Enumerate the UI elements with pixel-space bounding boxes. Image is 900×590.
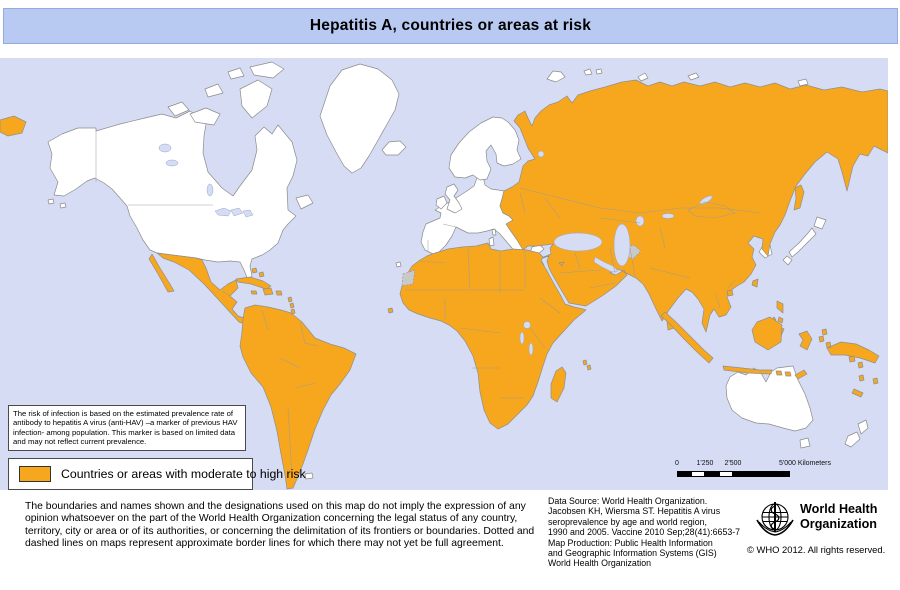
region-chukotka-west (0, 116, 26, 136)
legend-risk-swatch (19, 466, 51, 482)
region-indonesia-png (661, 312, 879, 379)
world-map (0, 58, 888, 490)
region-south-america (240, 305, 356, 489)
region-tasmania (800, 438, 810, 448)
region-falkland-islands (305, 473, 313, 479)
data-source-line: Data Source: World Health Organization. (548, 496, 708, 506)
who-logo-icon (753, 498, 797, 542)
lake-victoria (524, 322, 531, 329)
region-sakhalin (794, 185, 804, 210)
region-iceland (382, 141, 406, 155)
who-copyright: © WHO 2012. All rights reserved. (747, 544, 886, 555)
region-new-zealand (845, 420, 868, 447)
region-western-sahara-disputed (402, 270, 415, 286)
who-wordmark: World Health Organization (800, 502, 878, 531)
region-hainan (727, 290, 733, 296)
region-scandinavia (449, 117, 521, 180)
boundaries-disclaimer: The boundaries and names shown and the designations used on this map do not imply the expression of any opinion whatsoever on the part of the World Health Organization concerning the legal status of any country, territory, city or area or of its authorities, or concerning the delimitation of its frontiers or boundaries. Dotted and dashed lines on maps represent approximate border lines for which there may not yet be full agreement. (25, 501, 535, 550)
page-title: Hepatitis A, countries or areas at risk (309, 17, 592, 34)
map-note-box (8, 405, 246, 451)
lake-balkhash (662, 214, 674, 219)
lake-ladoga (538, 151, 544, 157)
great-bear-lake (159, 144, 171, 152)
great-slave-lake (166, 160, 178, 166)
aral-sea (636, 216, 644, 226)
data-source-block (548, 496, 758, 569)
lake-winnipeg (207, 184, 213, 196)
legend (8, 458, 306, 490)
lake-tanganyika (520, 332, 524, 344)
scale-tick-2500: 2'500 (724, 460, 742, 467)
lake-malawi (529, 343, 533, 355)
region-greenland (320, 64, 399, 173)
caspian-sea (614, 224, 630, 266)
region-madagascar (551, 360, 591, 402)
scale-tick-5000: 5'000 Kilometers (779, 460, 831, 467)
scale-bar (677, 471, 790, 477)
scale-segment (705, 471, 719, 477)
data-source-line: and Geographic Information Systems (GIS) (548, 548, 717, 559)
scale-tick-0: 0 (675, 460, 679, 467)
data-source-line: 1990 and 2005. Vaccine 2010 Sep;28(41):6653-7 (548, 527, 741, 538)
scale-segment (719, 471, 733, 477)
black-sea (554, 233, 602, 251)
region-taiwan (752, 279, 758, 287)
data-source-line: seroprevalence by age and world region, (548, 516, 707, 527)
data-source-line: Jacobsen KH, Wiersma ST. Hepatitis A virus (548, 506, 721, 517)
region-svalbard (547, 69, 602, 82)
region-aleutian-islands (48, 199, 66, 208)
map-note-text: The risk of infection is based on the estimated prevalence rate of antibody to hepatitis A virus (anti-HAV) –a marker of previous HAV infection- among population. This marker is based on limited data and may not reflect current prevalence. (13, 409, 238, 447)
region-cape-verde (388, 308, 393, 313)
scale-tick-1250: 1'250 (696, 460, 714, 467)
region-newfoundland (296, 195, 313, 209)
scale-segment (677, 471, 691, 477)
region-japan (783, 217, 826, 265)
scale-segment (691, 471, 705, 477)
data-source-line: Map Production: Public Health Information (548, 537, 713, 548)
title-bar (3, 8, 898, 44)
region-canary-islands (396, 262, 401, 267)
legend-risk-label: Countries or areas with moderate to high risk (61, 467, 306, 481)
data-source-line: World Health Organization (548, 558, 652, 569)
scale-segment (733, 471, 790, 477)
